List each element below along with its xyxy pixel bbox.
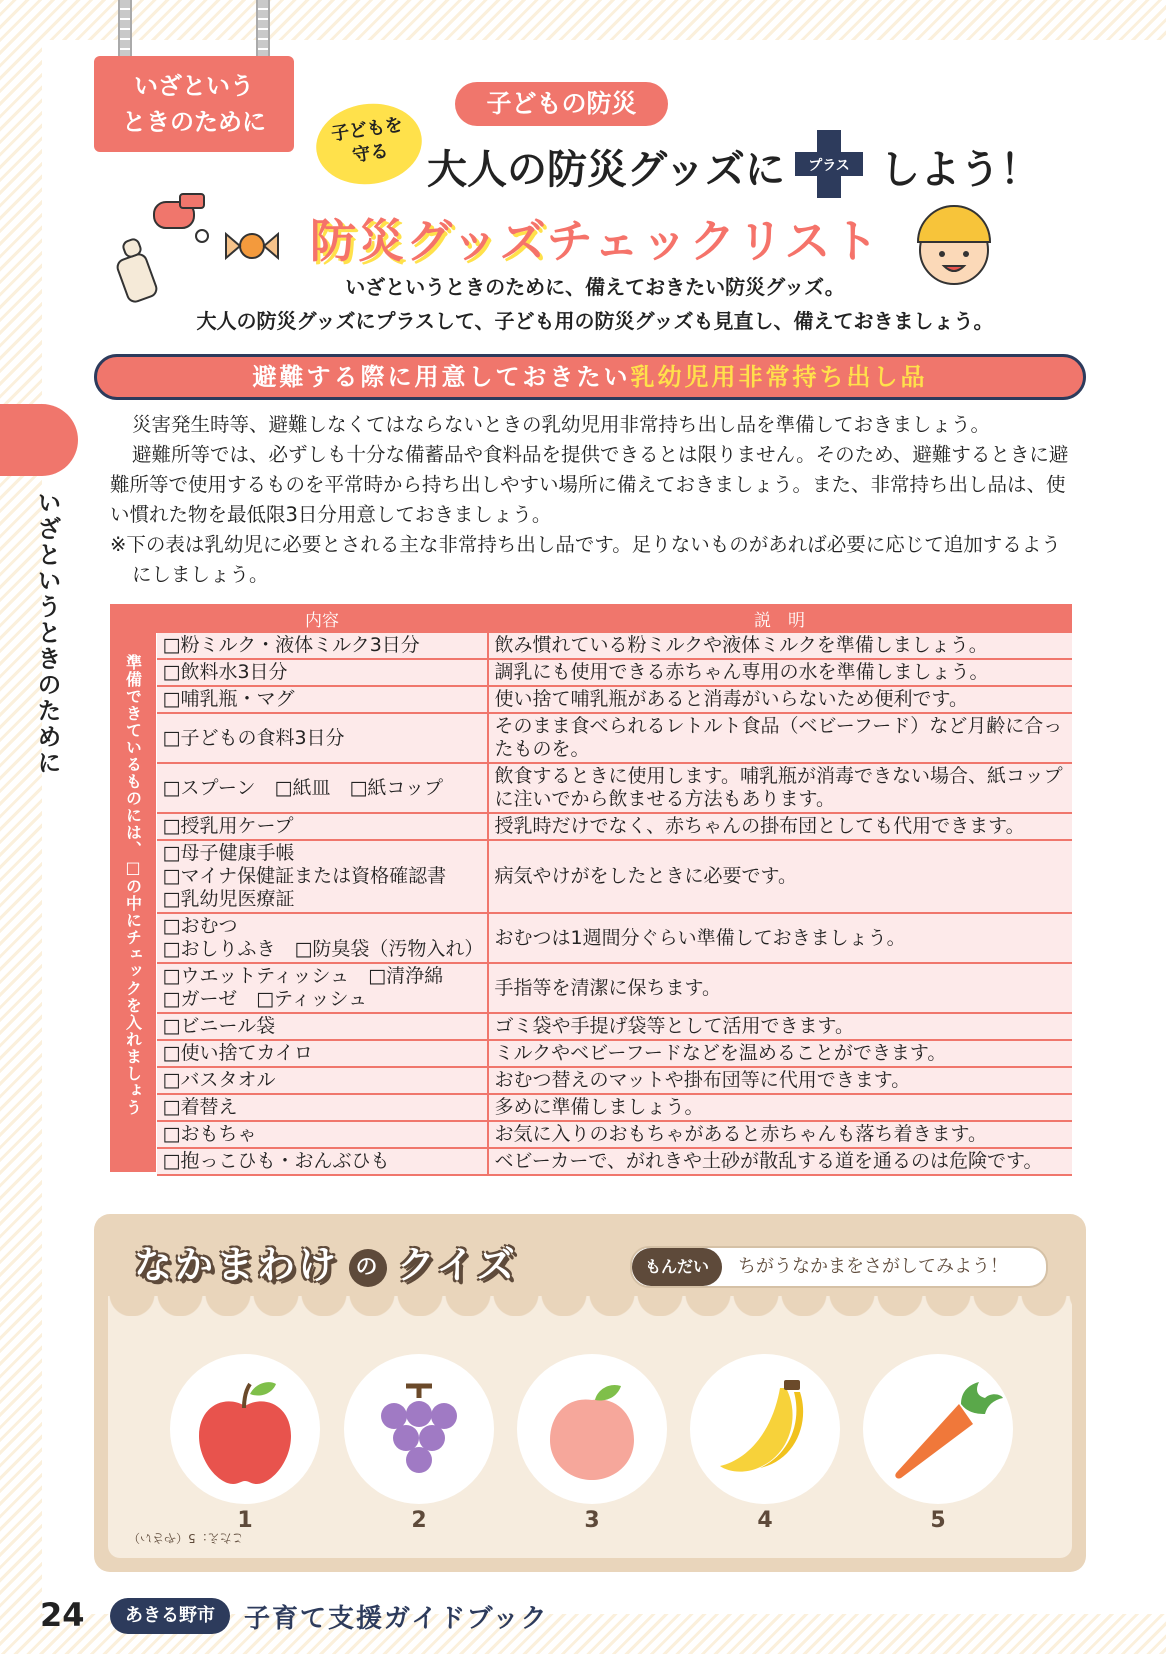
checklist-title-1: 防災グッズ (310, 214, 547, 268)
item-description: そのまま食べられるレトルト食品（ベビーフード）など月齢に合ったものを。 (488, 713, 1072, 763)
table-row (157, 659, 1072, 686)
section-title-highlight: 乳幼児用非常持ち出し品 (630, 363, 928, 391)
carrot-icon (863, 1354, 1013, 1504)
item-description: ベビーカーで、がれきや土砂が散乱する道を通るのは危険です。 (488, 1148, 1072, 1175)
body-note: ※下の表は乳幼児に必要とされる主な非常持ち出し品です。足りないものがあれば必要に応じて追加するようにしましょう。 (110, 533, 1061, 586)
intro-line-2: 大人の防災グッズにプラスして、子ども用の防災グッズも見直し、備えておきましょう。 (196, 309, 994, 333)
quiz-option-5 (863, 1354, 1013, 1504)
chain-right (256, 0, 270, 58)
checklist-item[interactable]: □ウエットティッシュ □清浄綿 □ガーゼ □ティッシュ (157, 963, 488, 1013)
quiz-number-5: 5 (930, 1508, 946, 1533)
checklist-item[interactable]: □授乳用ケープ (157, 813, 488, 840)
page-number: 24 (40, 1596, 85, 1634)
side-tab-label: いざというときのために (33, 490, 61, 776)
quiz-option-1 (170, 1354, 320, 1504)
intro-text (140, 270, 1050, 338)
header-item: 内容 (157, 605, 488, 633)
item-description: お気に入りのおもちゃがあると赤ちゃんも落ち着きます。 (488, 1121, 1072, 1148)
item-description: 使い捨て哺乳瓶があると消毒がいらないため便利です。 (488, 686, 1072, 713)
quiz-title-2: クイズ (397, 1243, 518, 1287)
table-row (157, 633, 1072, 660)
peach-icon (517, 1354, 667, 1504)
body-paragraph-2: 避難所等では、必ずしも十分な備蓄品や食料品を提供できるとは限りません。そのため、避難するときに避難所等で使用するものを平常時から持ち出しやすい場所に備えておきましょう。また、非常持ち出し品は、使い慣れた物を最低限3日分用意しておきましょう。 (110, 443, 1069, 526)
checklist-title-2: チェックリスト (546, 214, 881, 268)
table-row (157, 840, 1072, 913)
checklist-item[interactable]: □着替え (157, 1094, 488, 1121)
body-paragraph-1: 災害発生時等、避難しなくてはならないときの乳幼児用非常持ち出し品を準備しておきましょう。 (132, 413, 991, 436)
table-row (157, 813, 1072, 840)
item-description: ミルクやベビーフードなどを温めることができます。 (488, 1040, 1072, 1067)
checklist-item[interactable]: □抱っこひも・おんぶひも (157, 1148, 488, 1175)
apple-icon (170, 1354, 320, 1504)
checklist-item[interactable]: □飲料水3日分 (157, 659, 488, 686)
guide-title: 子育て支援ガイドブック (244, 1604, 549, 1634)
headline-right: しよう！ (880, 147, 1040, 193)
quiz-title-1: なかまわけ (134, 1243, 340, 1287)
item-description: ゴミ袋や手提げ袋等として活用できます。 (488, 1013, 1072, 1040)
checklist-item[interactable]: □スプーン □紙皿 □紙コップ (157, 763, 488, 813)
table-row (157, 1067, 1072, 1094)
table-row (157, 1040, 1072, 1067)
quiz-option-3 (517, 1354, 667, 1504)
item-description: 授乳時だけでなく、赤ちゃんの掛布団としても代用できます。 (488, 813, 1072, 840)
hanging-sign (94, 56, 294, 152)
table-row (157, 913, 1072, 963)
item-description: 病気やけがをしたときに必要です。 (488, 840, 1072, 913)
quiz-number-2: 2 (411, 1508, 427, 1533)
quiz-title (134, 1234, 518, 1289)
checklist-item[interactable]: □バスタオル (157, 1067, 488, 1094)
quiz-scallop-edge (108, 1294, 1072, 1316)
table-row (157, 1013, 1072, 1040)
category-pill: 子どもの防災 (455, 82, 668, 126)
headline-left: 大人の防災グッズに (427, 147, 785, 193)
table-row (157, 713, 1072, 763)
section-heading (94, 354, 1086, 400)
table-row (157, 1094, 1072, 1121)
table-row (157, 1148, 1072, 1175)
table-row (157, 763, 1072, 813)
quiz-number-4: 4 (757, 1508, 773, 1533)
question-tag: もんだい (632, 1248, 722, 1286)
plus-label: プラス (808, 158, 850, 174)
quiz-option-2 (344, 1354, 494, 1504)
checklist-item[interactable]: □使い捨てカイロ (157, 1040, 488, 1067)
checklist-item[interactable]: □ビニール袋 (157, 1013, 488, 1040)
city-badge: あきる野市 (110, 1598, 230, 1634)
badge-line-1: 子どもを (329, 114, 405, 146)
checklist-item[interactable]: □哺乳瓶・マグ (157, 686, 488, 713)
side-tab (0, 404, 78, 476)
quiz-answer: こたえ：5（やさい） (128, 1531, 244, 1545)
section-title-plain: 避難する際に用意しておきたい (252, 363, 631, 391)
sign-line-1: いざという (134, 72, 254, 100)
item-description: おむつは1週間分ぐらい準備しておきましょう。 (488, 913, 1072, 963)
item-description: 飲食するときに使用します。哺乳瓶が消毒できない場合、紙コップに注いでから飲ませる方法もあります。 (488, 763, 1072, 813)
checklist-item[interactable]: □粉ミルク・液体ミルク3日分 (157, 633, 488, 660)
checklist-item[interactable]: □母子健康手帳 □マイナ保健証または資格確認書 □乳幼児医療証 (157, 840, 488, 913)
table-row (157, 963, 1072, 1013)
grape-icon (344, 1354, 494, 1504)
header-description: 説 明 (488, 605, 1072, 633)
table-row (157, 686, 1072, 713)
candy-icon (222, 226, 282, 266)
quiz-number-3: 3 (584, 1508, 600, 1533)
item-description: 多めに準備しましょう。 (488, 1094, 1072, 1121)
banana-icon (690, 1354, 840, 1504)
sign-line-2: ときのために (122, 108, 266, 136)
table-side-label: 準備できているものには、□の中にチェックを入れましょう (123, 654, 143, 1116)
quiz-option-4 (690, 1354, 840, 1504)
checklist-item[interactable]: □おもちゃ (157, 1121, 488, 1148)
checklist-item[interactable]: □おむつ □おしりふき □防臭袋（汚物入れ） (157, 913, 488, 963)
checklist-item[interactable]: □子どもの食料3日分 (157, 713, 488, 763)
table-row (157, 1121, 1072, 1148)
quiz-title-no: の (349, 1249, 387, 1287)
plus-icon (793, 128, 865, 200)
item-description: 調乳にも使用できる赤ちゃん専用の水を準備しましょう。 (488, 659, 1072, 686)
chain-left (118, 0, 132, 58)
question-text: ちがうなかまをさがしてみよう！ (738, 1256, 1008, 1277)
question-pill (630, 1246, 1048, 1288)
intro-line-1: いざというときのために、備えておきたい防災グッズ。 (345, 275, 845, 299)
table-side-label-column (110, 604, 156, 1172)
body-text (110, 410, 1075, 590)
badge-line-2: 守る (351, 140, 390, 167)
item-description: おむつ替えのマットや掛布団等に代用できます。 (488, 1067, 1072, 1094)
supplies-table (156, 604, 1072, 1176)
quiz-number-1: 1 (237, 1508, 253, 1533)
checklist-title (310, 205, 880, 271)
item-description: 手指等を清潔に保ちます。 (488, 963, 1072, 1013)
item-description: 飲み慣れている粉ミルクや液体ミルクを準備しましょう。 (488, 633, 1072, 660)
table-header-row (157, 605, 1072, 633)
